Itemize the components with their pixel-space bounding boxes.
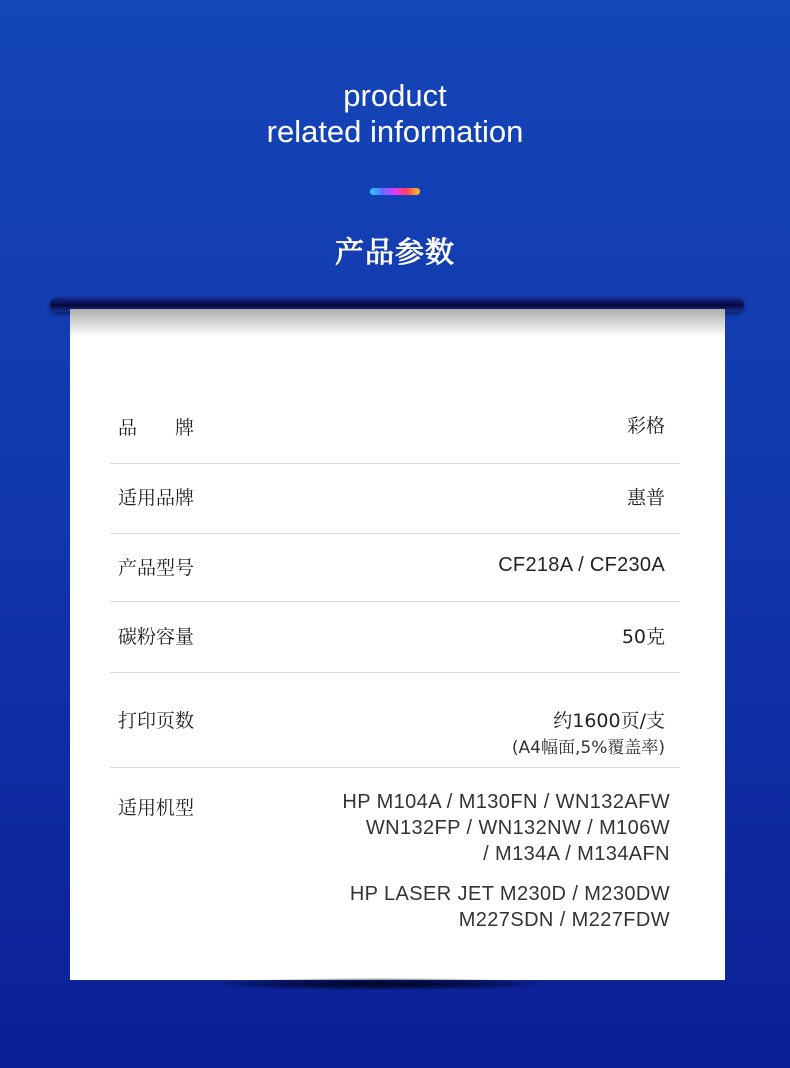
spec-label: 适用机型 — [118, 797, 195, 819]
spec-row-compatible-models — [110, 768, 680, 958]
model-line: WN132FP / WN132NW / M106W — [365, 817, 670, 839]
spec-label: 打印页数 — [118, 710, 195, 732]
spec-row-brand — [110, 399, 680, 464]
model-line: M227SDN / M227FDW — [458, 909, 670, 931]
hero-title-line-2: related information — [266, 114, 524, 149]
spec-row-page-yield — [110, 673, 680, 768]
spec-label: 碳粉容量 — [118, 626, 195, 648]
spec-row-toner-capacity — [110, 602, 680, 673]
model-line: / M134A / M134AFN — [483, 843, 670, 865]
spec-value-note: (A4幅面,5%覆盖率) — [511, 738, 665, 758]
spec-row-compatible-brand — [110, 464, 680, 534]
model-list — [342, 789, 670, 933]
spec-label: 产品型号 — [118, 557, 195, 579]
hero-title-line-1: product — [343, 78, 447, 113]
spec-value: 彩格 — [626, 415, 665, 437]
spec-label: 适用品牌 — [118, 487, 195, 509]
spec-row-model — [110, 534, 680, 602]
section-heading: 产品参数 — [334, 235, 455, 269]
spec-value: CF218A / CF230A — [498, 554, 665, 576]
spec-value: 惠普 — [626, 487, 665, 509]
spec-value: 约1600页/支 — [553, 710, 665, 732]
hero-title — [0, 78, 790, 150]
spec-label: 品 牌 — [118, 417, 195, 439]
spec-card — [70, 309, 725, 980]
card-top-shadow — [70, 309, 725, 337]
model-line: HP M104A / M130FN / WN132AFW — [342, 791, 670, 813]
card-bottom-shadow — [215, 978, 545, 990]
spec-value: 50克 — [621, 626, 665, 648]
rainbow-accent-bar — [370, 188, 420, 195]
model-line: HP LASER JET M230D / M230DW — [349, 883, 670, 905]
